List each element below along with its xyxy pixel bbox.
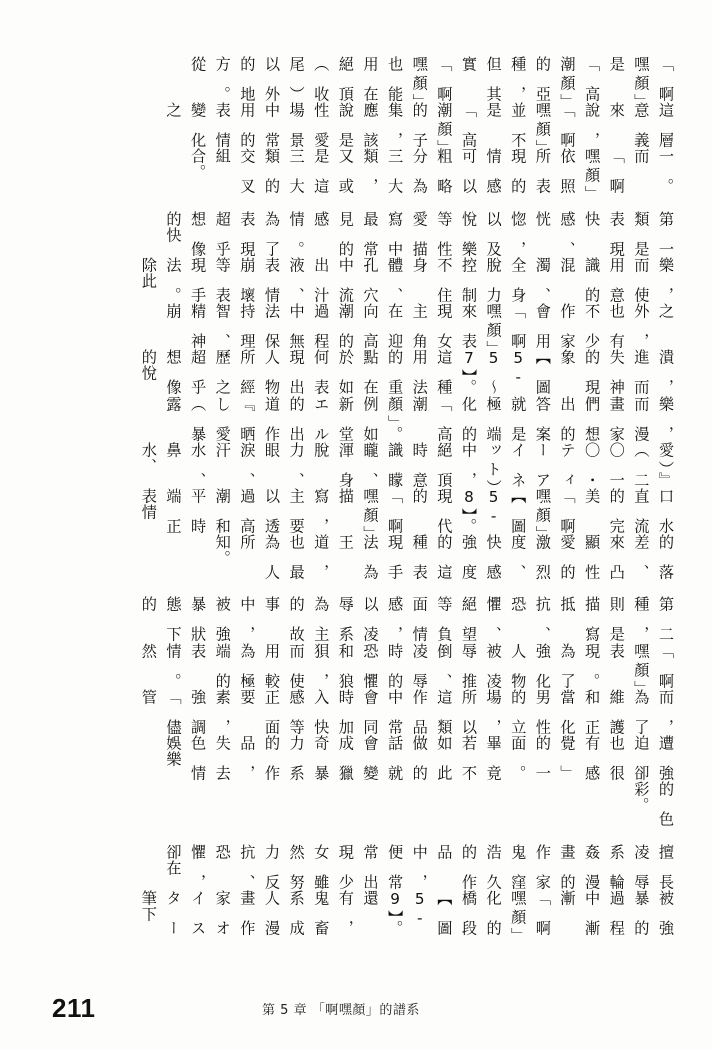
vertical-text-body [34,56,678,936]
text-column: 口水直流的完美「啊嘿顏」【圖5-8】。現代的「啊嘿顏」描寫，主要以透過高潮和平時端正表情 [139,487,675,535]
text-column: 第二種，則是描寫抵抗、恐懼、絕望等負面情感，以凌辱系為主的故事中，被強暴狀態下的 [139,596,675,643]
text-column: 的落差、來凸顯性愛的激烈度、快感強度的這種表現手法為王道，也最為人所知。 [213,534,675,581]
footer-chapter-title: 第 5 章 「啊嘿顏」的譜系 [262,1003,420,1018]
text-column: 的色彩。 [632,781,675,828]
text-column: 潰，進而失神的現象【圖5-5～7】。這種用法的重點在於如何表現出人物所經歷之超乎想像的悅 [139,349,675,396]
text-column: 第一類是表現快感、恍惚，以及悅樂等性愛描寫中最常見的感情。為了表現超乎想像的快 [164,210,675,257]
text-column: 之外，也有不少作家會用「啊嘿顏」來表現女主角在迎向高潮的過程中無法保持理智、精神崩 [164,303,675,350]
text-column: 一。而「啊嘿顏」依照所表現的情感可以粗略分為三大類，又或是這三大類的交叉組合。 [189,148,675,195]
text-column: 樂，而漫畫家們想出的答案就是極端化的「高潮顏」。例如新堂エル的出道作『晒し愛（暴露 [164,395,675,442]
text-column: 樂，而使用意識的混濁、全身脫力控制不住身體、孔穴中流出汁液、表情崩壞等表現手法。除此 [139,256,675,304]
text-column: 「啊嘿顏」是「高潮顏」的亞種，但其實「啊嘿顏」也能用在絕頂（收尾）以外的地方。從 [189,56,675,103]
page-footer [0,990,712,1024]
page-number: 211 [52,993,96,1023]
text-column: 「啊嘿顏」表現。為了強化人物被凌辱推倒、凌辱時的恐懼和狼狽，而使用較為極端的表情。然 [139,642,675,689]
text-column: 擅長凌辱系輪姦漫畫的作家鬼窪浩久的作品中，便常常出現少女雖然努力反抗、恐懼，卻在 [164,843,675,890]
text-column: 而，為了維護和正當化男性的立場，所以這類作品中常會同時加入快感等正面要素，強調「儘管 [139,688,675,736]
text-column: 遭強迫卻也很有感覺」的一面。畢竟若不如此做的話就會變成獵奇暴力系的作品，失去色情娛樂 [164,735,675,782]
text-column: 這層意義來說，「啊嘿顏」並不是「高潮顏」的子集，應該說是性愛場景中常用的表情變化之 [164,102,675,149]
text-column: 愛）』（二〇一〇・ティーアイネット）中，絕頂時意識矇矓、渾身脫力、眼淚、汗水、鼻水、 [139,441,675,488]
text-column: 被強暴的過程中漸漸「啊嘿顏」化的橋段【圖5-9】。還有，鬼畜系成人漫畫作家オイスター筆下 [139,889,675,936]
